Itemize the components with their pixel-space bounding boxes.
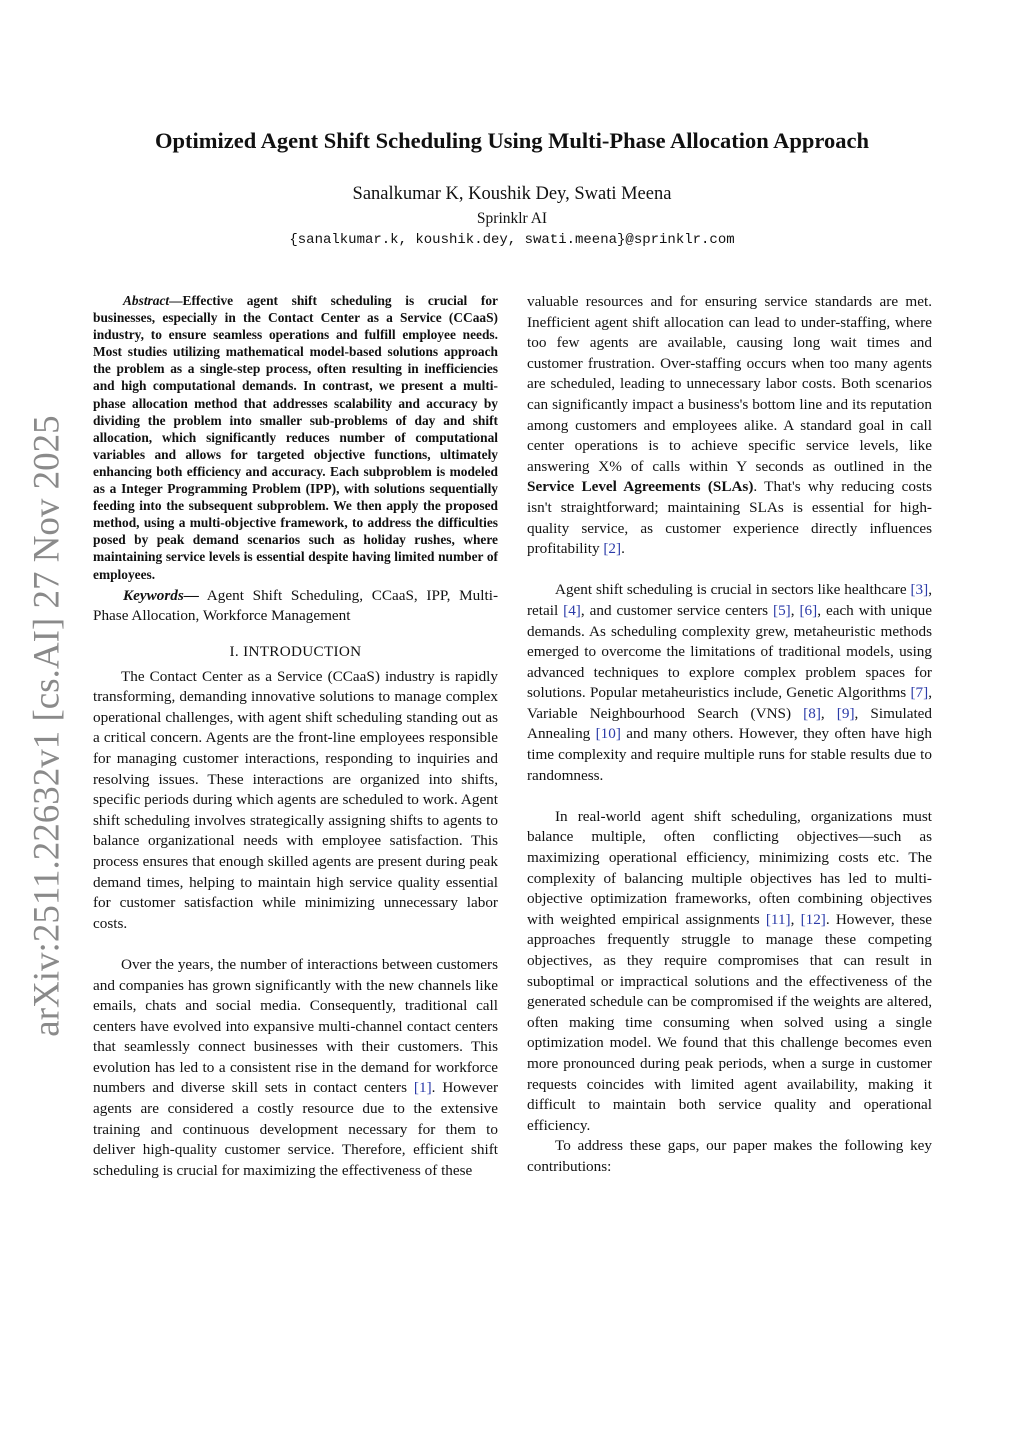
citation-link[interactable]: [6] xyxy=(799,601,818,619)
intro-paragraph-2: Over the years, the number of interactions between customers and companies has grown significantly with the new channels like emails, chats and social media. Consequently, traditional call centers have evolved into expansive multi-channel contact centers that seamlessly connect businesses with their customers. This evolution has led to a consistent rise in the demand for workforce numbers and diverse skill sets in contact centers [1]. However agents are considered a costly resource due to the extensive training and continuous development necessary for them to deliver high-quality customer service. Therefore, efficient shift scheduling is crucial for maximizing the effectiveness of these xyxy=(93,955,499,1179)
section-heading-introduction: I. INTRODUCTION xyxy=(229,642,362,660)
citation-link[interactable]: [11] xyxy=(765,910,791,928)
citation-link[interactable]: [10] xyxy=(595,725,621,743)
citation-link[interactable]: [1] xyxy=(413,1079,432,1097)
body-paragraph-multi-objective: In real-world agent shift scheduling, organizations must balance multiple, often conflicting objectives—such as maximizing operational efficiency, minimizing costs etc. The complexity of balancing multiple objectives has led to multi-objective optimization frameworks, often combining objectives with weighted empirical assignments [11], [12]. However, these approaches frequently struggle to manage these competing objectives, as they require compromises that can result in suboptimal or impractical solutions and the effectiveness of the generated schedule can be compromised if the weights are altered, often making time consuming when solved using a single optimization model. We found that this challenge becomes even more pronounced during peak periods, when a surge in customer requests coincides with limited agent availability, making it difficult to maintain both service quality and operational efficiency. xyxy=(527,807,933,1134)
body-paragraph-continued: valuable resources and for ensuring service standards are met. Inefficient agent shift allocation can lead to under-staffing, where too few agents are available, causing long wait times and customer frustration. Over-staffing occurs when too many agents are scheduled, leading to unnecessary labor costs. Both scenarios can significantly impact a business's bottom line and its reputation among customers and employees alike. A standard goal in call center operations is to achieve specific service levels, like answering X% of calls within Y seconds as outlined in the Service Level Agreements (SLAs). That's why reducing costs isn't straightforward; maintaining SLAs is essential for high-quality service, as customer experience directly influences profitability [2]. xyxy=(527,293,932,558)
author-emails: {sanalkumar.k, koushik.dey, swati.meena}@sprinklr.com xyxy=(289,232,735,248)
body-paragraph-metaheuristics: Agent shift scheduling is crucial in sectors like healthcare [3], retail [4], and customer service centers [5], [6], each with unique demands. As scheduling complexity grew, metaheuristic methods emerged to overcome the limitations of traditional models, using advanced techniques to explore complex problem spaces for solutions. Popular metaheuristics include, Genetic Algorithms [7], Variable Neighbourhood Search (VNS) [8], [9], Simulated Annealing [10] and many others. However, they often have high time complexity and require multiple runs for stable results due to randomness. xyxy=(527,581,933,784)
arxiv-sidebar-stamp xyxy=(22,415,72,1037)
abstract-text: —Effective agent shift scheduling is crucial for businesses, especially in the Contact Center as a Service (CCaaS) industry, to ensure seamless operations and fulfill employee needs. Most studies utilizing mathematical model-based solutions approach the problem as a single-step process, often resulting in inefficiencies and high computational demands. In contrast, we present a multi-phase allocation method that addresses scalability and accuracy by dividing the problem into smaller sub-problems of day and shift allocation, which significantly reduces number of computational variables and allows for targeted objective functions, ultimately enhancing both efficiency and accuracy. Each subproblem is modeled as a Integer Programming Problem (IPP), with solutions sequentially feeding into the subsequent subproblem. We then apply the proposed method, using a multi-objective framework, to address the difficulties posed by peak demand scenarios such as holiday rushes, where maintaining service levels is essential despite having limited number of employees. xyxy=(93,293,498,582)
keywords-label: Keywords— xyxy=(123,586,199,604)
abstract xyxy=(93,292,498,583)
citation-link[interactable]: [2] xyxy=(603,540,622,558)
right-column xyxy=(527,292,932,1178)
left-column xyxy=(93,292,498,1181)
keywords xyxy=(93,586,498,627)
abstract-label: Abstract xyxy=(123,293,170,308)
intro-paragraph-1: The Contact Center as a Service (CCaaS) industry is rapidly transforming, demanding innovative solutions to manage complex operational challenges, with agent shift scheduling standing out as a critical concern. Agents are the front-line employees responsible for managing customer interactions, responding to inquiries and resolving issues. These interactions are organized into shifts, specific periods during which agents are scheduled to work. Agent shift scheduling involves strategically assigning shifts to agents to balance organizational needs with employee satisfaction. This process ensures that enough skilled agents are present during peak demand times, helping to maintain high service quality essential for customer satisfaction while minimizing unnecessary labor costs. xyxy=(93,667,498,932)
paper-title: Optimized Agent Shift Scheduling Using Multi-Phase Allocation Approach xyxy=(154,128,870,153)
affiliation: Sprinklr AI xyxy=(476,210,548,227)
author-list: Sanalkumar K, Koushik Dey, Swati Meena xyxy=(352,184,672,204)
citation-link[interactable]: [12] xyxy=(800,910,826,928)
sla-term: Service Level Agreements (SLAs) xyxy=(527,478,754,496)
citation-link[interactable]: [8] xyxy=(803,704,821,722)
citation-link[interactable]: [9] xyxy=(836,704,855,722)
arxiv-identifier: arXiv:2511.22632v1 [cs.AI] 27 Nov 2025 xyxy=(26,415,68,1037)
citation-link[interactable]: [7] xyxy=(910,684,929,702)
citation-link[interactable]: [4] xyxy=(563,601,581,619)
body-paragraph-contributions: To address these gaps, our paper makes the following key contributions: xyxy=(527,1137,932,1175)
citation-link[interactable]: [5] xyxy=(773,601,791,619)
citation-link[interactable]: [3] xyxy=(910,581,929,599)
keywords-text: Agent Shift Scheduling, CCaaS, IPP, Multi-Phase Allocation, Workforce Management xyxy=(93,586,498,625)
